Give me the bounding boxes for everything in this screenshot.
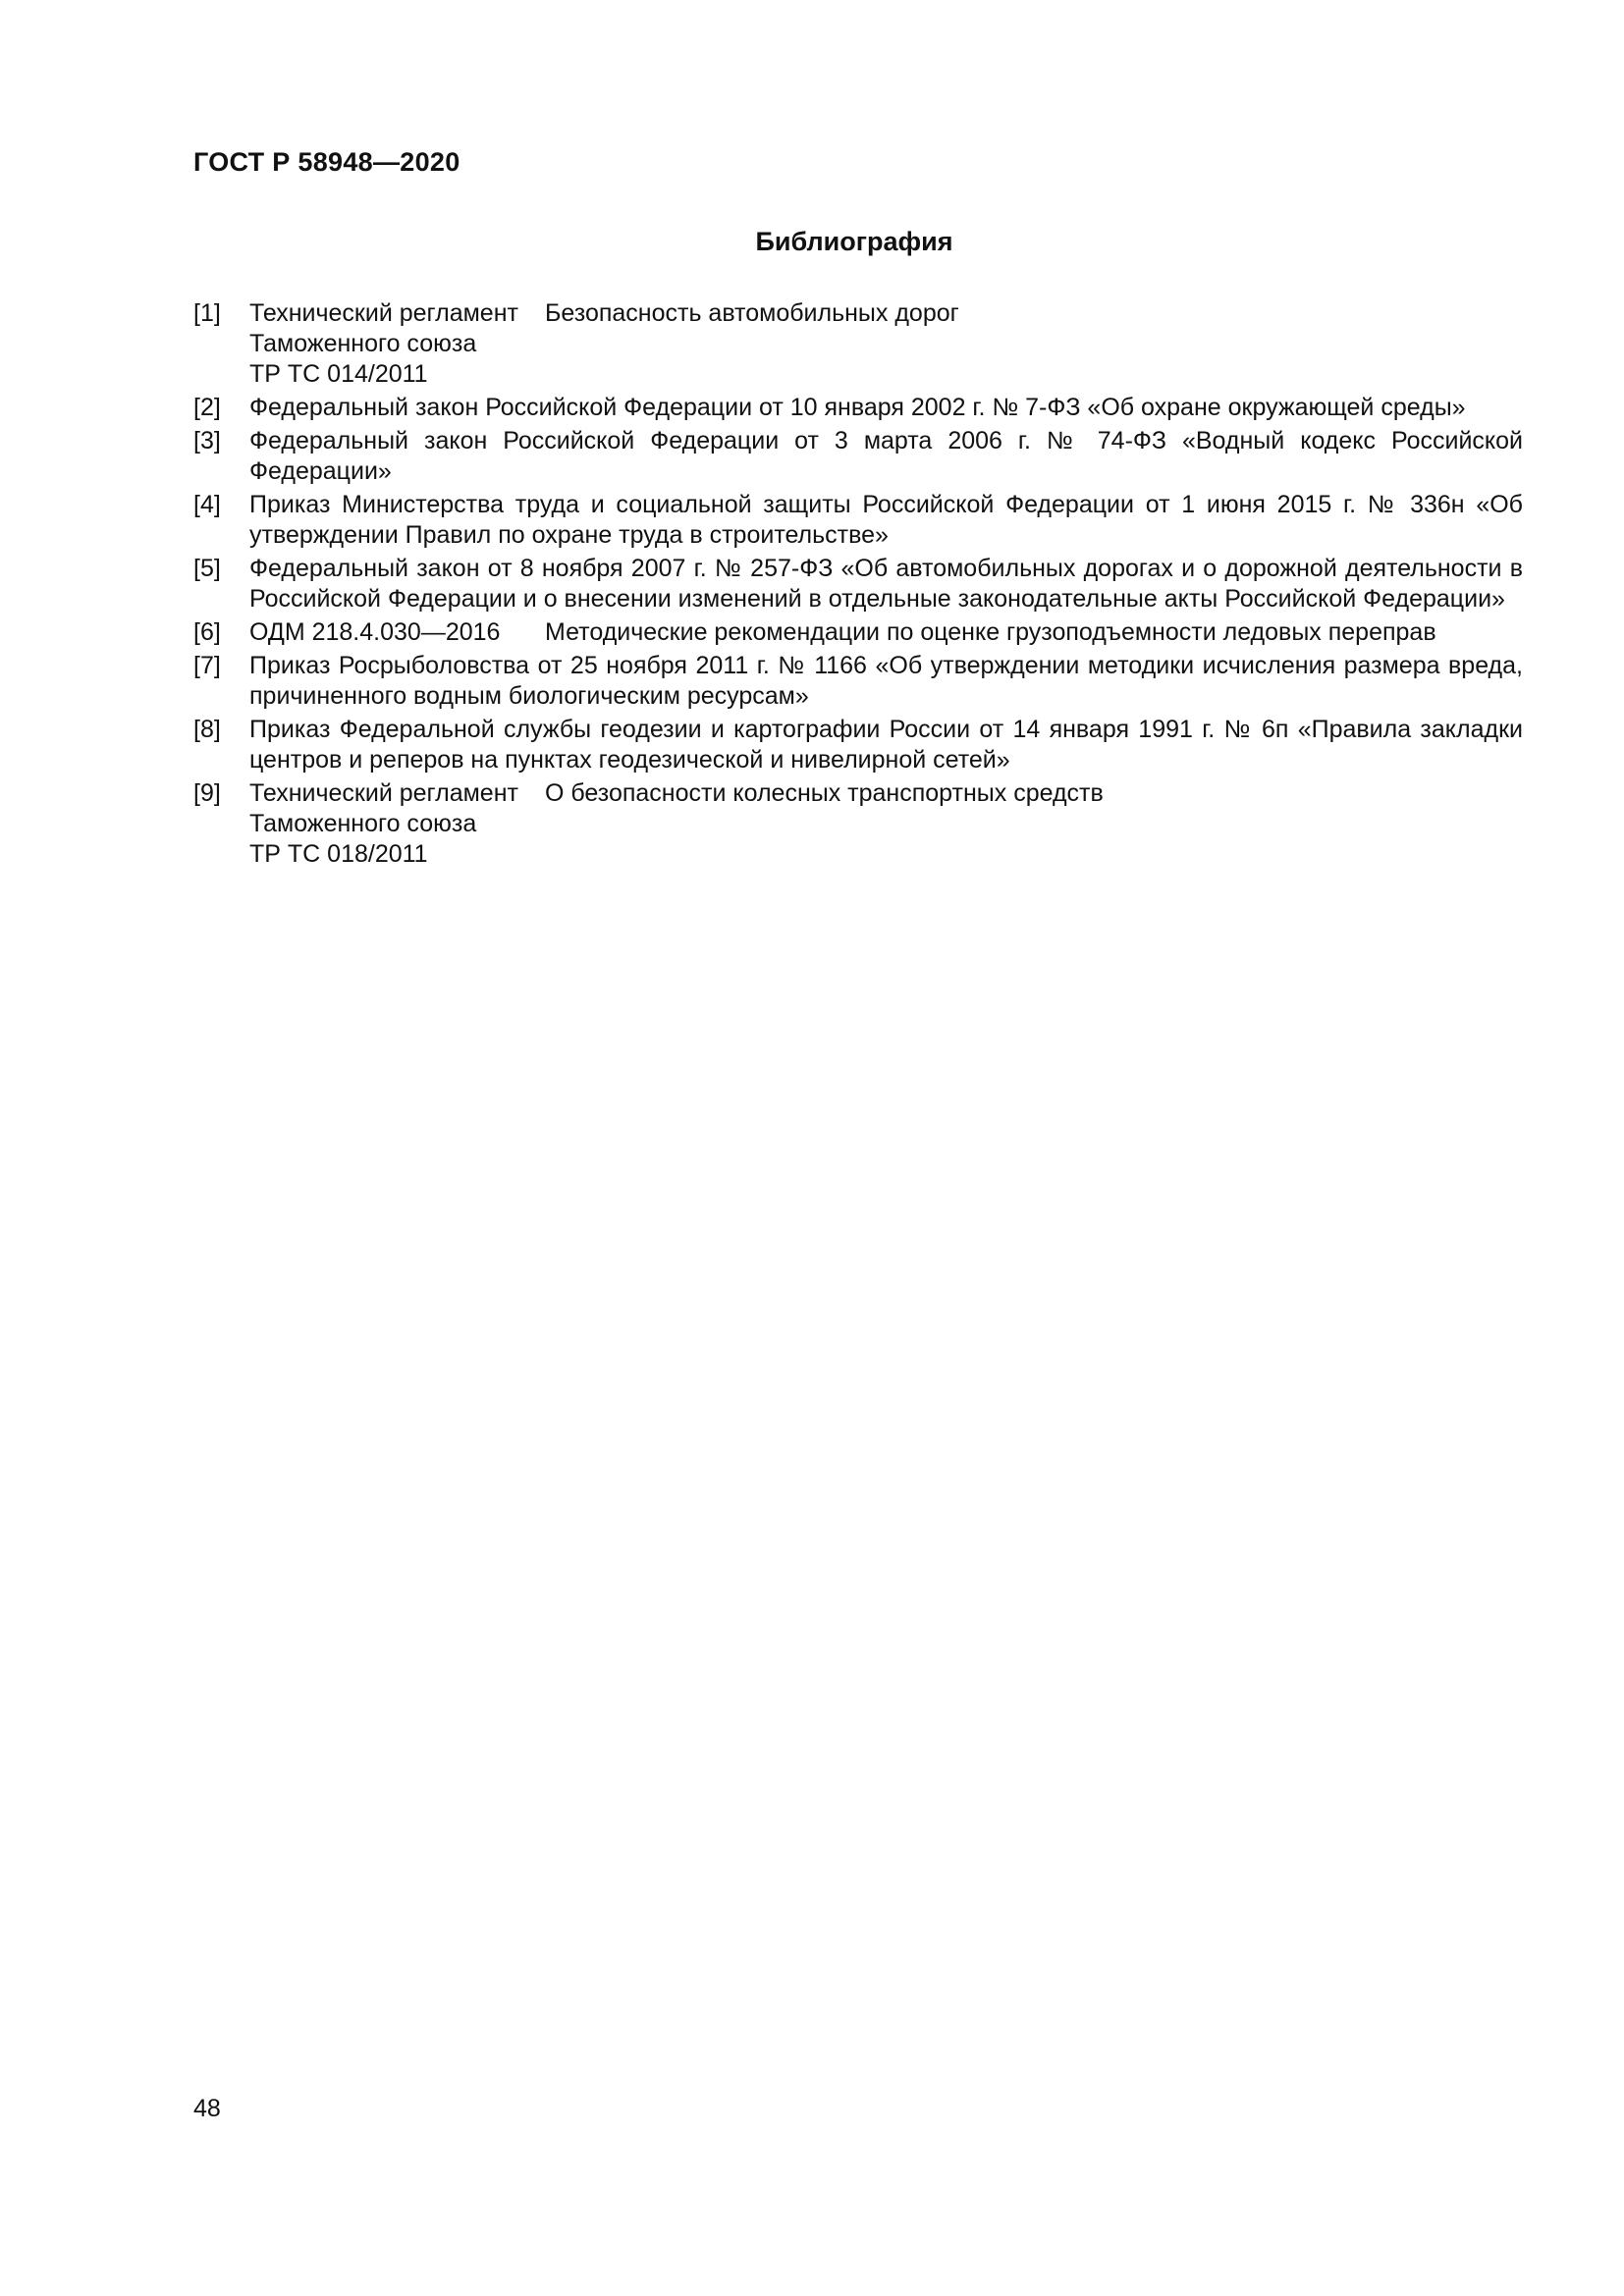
reference-number: [8] bbox=[193, 716, 221, 743]
reference-designation-line: Таможенного союза bbox=[249, 810, 477, 837]
reference-designation-line: ТР ТС 014/2011 bbox=[249, 360, 428, 388]
reference-designation bbox=[249, 778, 545, 870]
reference-number: [3] bbox=[193, 427, 221, 454]
reference-text: Федеральный закон Российской Федерации от 3 марта 2006 г. № 74-ФЗ «Водный кодекс Российской Федерации» bbox=[249, 427, 1523, 485]
reference-designation-line: ТР ТС 018/2011 bbox=[249, 840, 428, 868]
reference-number: [7] bbox=[193, 652, 221, 679]
bibliography-item bbox=[193, 393, 1523, 423]
bibliography-item bbox=[193, 715, 1523, 775]
reference-body bbox=[249, 778, 1523, 870]
reference-number: [9] bbox=[193, 779, 221, 807]
bibliography-item bbox=[193, 554, 1523, 614]
page-title: Библиография bbox=[755, 227, 953, 256]
bibliography-list bbox=[193, 298, 1523, 873]
reference-designation-line: Технический регламент bbox=[249, 299, 518, 327]
reference-text: Федеральный закон Российской Федерации от 10 января 2002 г. № 7-ФЗ «Об охране окружающей среды» bbox=[249, 394, 1466, 421]
reference-text: Федеральный закон от 8 ноября 2007 г. № 257-ФЗ «Об автомобильных дорогах и о дорожной деятельности в Российской Федерации и о внесении изменений в отдельные законодательные акты Российской Федерации» bbox=[249, 555, 1523, 613]
reference-number: [6] bbox=[193, 618, 221, 646]
reference-body bbox=[249, 298, 1523, 390]
reference-text: Приказ Федеральной службы геодезии и картографии России от 14 января 1991 г. № 6п «Правила закладки центров и реперов на пунктах геодезической и нивелирной сетей» bbox=[249, 716, 1523, 774]
reference-title: Безопасность автомобильных дорог bbox=[545, 299, 959, 327]
page-number: 48 bbox=[193, 2095, 221, 2122]
reference-number: [1] bbox=[193, 299, 221, 327]
reference-text: Приказ Росрыболовства от 25 ноября 2011 г. № 1166 «Об утверждении методики исчисления размера вреда, причиненного водным биологическим ресурсам» bbox=[249, 652, 1523, 710]
reference-designation bbox=[249, 617, 545, 648]
bibliography-item bbox=[193, 298, 1523, 390]
reference-body bbox=[249, 617, 1523, 648]
bibliography-item bbox=[193, 778, 1523, 870]
reference-title: Методические рекомендации по оценке грузоподъемности ледовых переправ bbox=[545, 618, 1436, 646]
reference-title: О безопасности колесных транспортных средств bbox=[545, 779, 1104, 807]
bibliography-item bbox=[193, 490, 1523, 551]
bibliography-item bbox=[193, 617, 1523, 648]
bibliography-item bbox=[193, 651, 1523, 712]
reference-text: Приказ Министерства труда и социальной защиты Российской Федерации от 1 июня 2015 г. № 336н «Об утверждении Правил по охране труда в строительстве» bbox=[249, 491, 1523, 549]
reference-number: [2] bbox=[193, 394, 221, 421]
reference-designation bbox=[249, 298, 545, 390]
reference-designation-line: Таможенного союза bbox=[249, 330, 477, 357]
bibliography-item bbox=[193, 426, 1523, 487]
reference-number: [5] bbox=[193, 555, 221, 582]
reference-designation-line: ОДМ 218.4.030—2016 bbox=[249, 618, 501, 646]
reference-designation-line: Технический регламент bbox=[249, 779, 518, 807]
document-code-header: ГОСТ Р 58948—2020 bbox=[193, 147, 460, 177]
reference-number: [4] bbox=[193, 491, 221, 518]
